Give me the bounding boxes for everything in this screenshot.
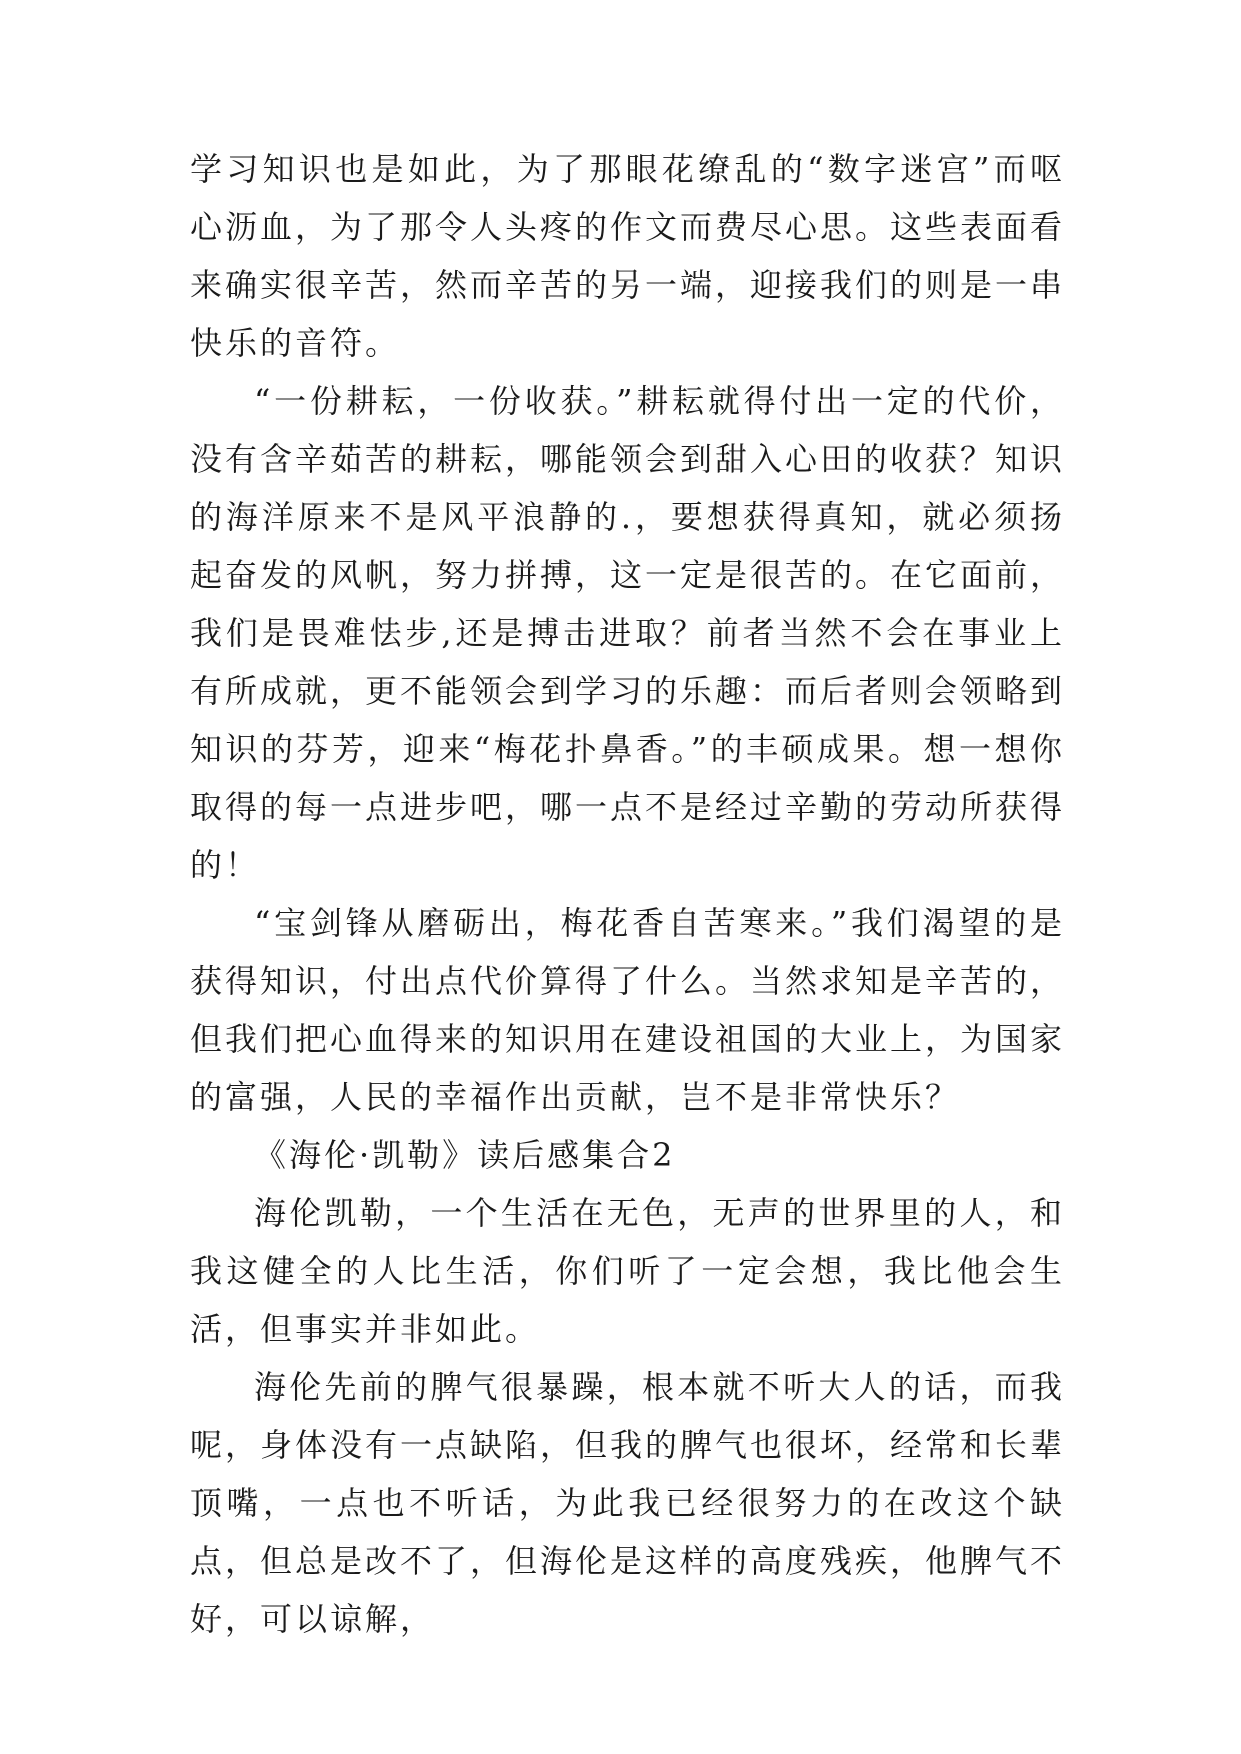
paragraph-1: 学习知识也是如此，为了那眼花缭乱的“数字迷宫”而呕心沥血，为了那令人头疼的作文而费尽心思。这些表面看来确实很辛苦，然而辛苦的另一端，迎接我们的则是一串快乐的音符。 bbox=[190, 150, 1066, 362]
paragraph-3: “宝剑锋从磨砺出，梅花香自苦寒来。”我们渴望的是获得知识，付出点代价算得了什么。当然求知是辛苦的，但我们把心血得来的知识用在建设祖国的大业上，为国家的富强，人民的幸福作出贡献，岂不是非常快乐？ bbox=[190, 904, 1066, 1116]
section-title: 《海伦·凯勒》读后感集合2 bbox=[254, 1136, 676, 1174]
section-paragraph-2: 海伦先前的脾气很暴躁，根本就不听大人的话，而我呢，身体没有一点缺陷，但我的脾气也很坏，经常和长辈顶嘴，一点也不听话，为此我已经很努力的在改这个缺点，但总是改不了，但海伦是这样的高度残疾，他脾气不好，可以谅解， bbox=[190, 1368, 1066, 1638]
document-body bbox=[190, 140, 1065, 1648]
section-paragraph-1: 海伦凯勒，一个生活在无色，无声的世界里的人，和我这健全的人比生活，你们听了一定会想，我比他会生活，但事实并非如此。 bbox=[190, 1194, 1065, 1348]
paragraph-2: “一份耕耘，一份收获。”耕耘就得付出一定的代价，没有含辛茹苦的耕耘，哪能领会到甜入心田的收获？知识的海洋原来不是风平浪静的.，要想获得真知，就必须扬起奋发的风帆，努力拼搏，这一定是很苦的。在它面前，我们是畏难怯步,还是搏击进取？前者当然不会在事业上有所成就，更不能领会到学习的乐趣：而后者则会领略到知识的芬芳，迎来“梅花扑鼻香。”的丰硕成果。想一想你取得的每一点进步吧，哪一点不是经过辛勤的劳动所获得的！ bbox=[190, 382, 1066, 884]
